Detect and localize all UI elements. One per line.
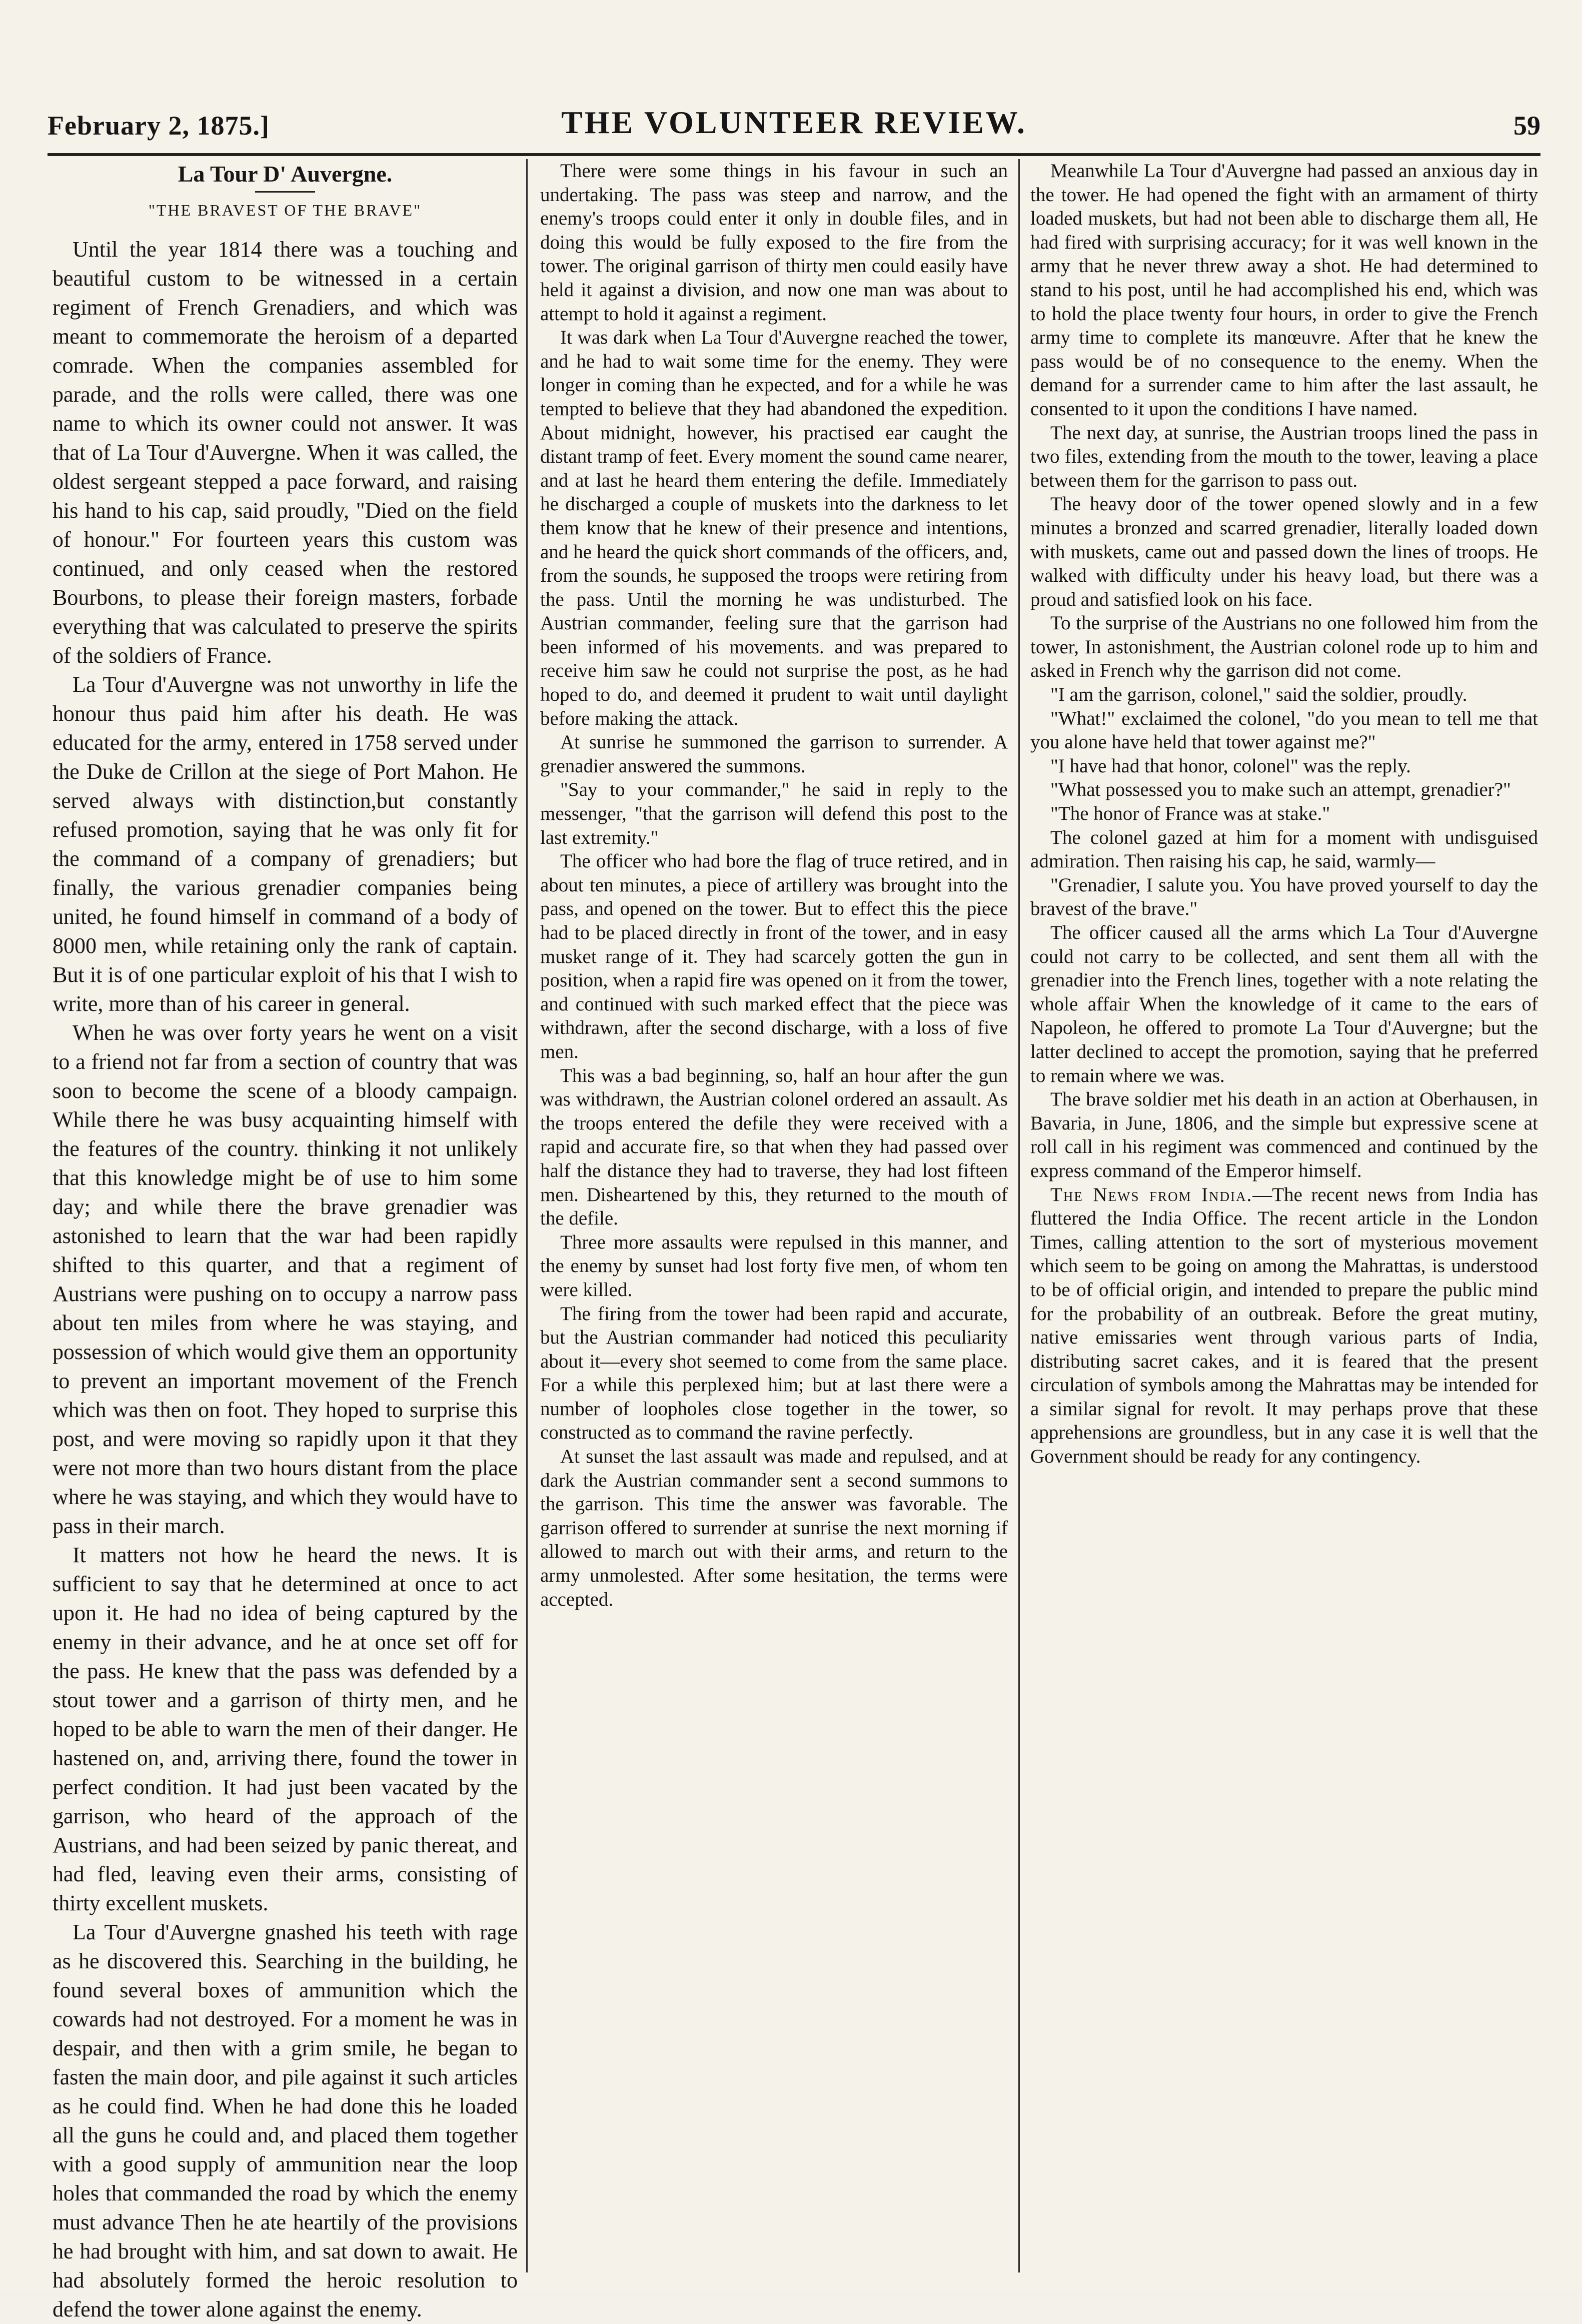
article-paragraph: "The honor of France was at stake." bbox=[1050, 803, 1330, 825]
article-paragraph: "Say to your commander," he said in reply to the messenger, "that the garrison will defend this post to the last extremity." bbox=[540, 779, 1008, 848]
article-paragraph: La Tour d'Auvergne was not unworthy in life the honour thus paid him after his death. He was educated for the army, entered in 1758 served under the Duke de Crillon at the siege of Port Mahon. He served always with distinction,but constantly refused promotion, saying that he was only fit for the command of a company of grenadiers; but finally, the various grenadier companies being united, he found himself in command of a body of 8000 men, while retaining only the rank of captain. But it is of one particular exploit of his that I wish to write, more than of his career in general. bbox=[53, 672, 518, 1016]
column-1 bbox=[53, 159, 518, 2322]
news-item-text: —The recent news from India has fluttered the India Office. The recent article in the London Times, calling attention to the sort of mysterious movement which seem to be going on among the Mahrattas, is understood to be of official origin, and intended to prepare the public mind for the probability of an outbreak. Before the great mutiny, native emissaries went through various parts of India, distributing sacret cakes, and it is feared that the present circulation of symbols among the Mahrattas may be intended for a similar signal for revolt. It may perhaps prove that these apprehensions are groundless, but in any case it is well that the Government should be ready for any contingency. bbox=[1030, 1184, 1538, 1468]
page-number: 59 bbox=[1513, 111, 1540, 141]
article-paragraph: La Tour d'Auvergne gnashed his teeth with rage as he discovered this. Searching in the building, he found several boxes of ammunition which the cowards had not destroyed. For a moment he was in despair, and then with a grim smile, he began to fasten the main door, and pile against it such articles as he could find. When he had done this he loaded all the guns he could and, and placed them together with a good supply of ammunition near the loop holes that commanded the road by which the enemy must advance Then he ate heartily of the provisions he had brought with him, and sat down to await. He had absolutely formed the heroic resolution to defend the tower alone against the enemy. bbox=[53, 1920, 518, 2322]
article-paragraph: The officer who had bore the flag of truce retired, and in about ten minutes, a piece of artillery was brought into the pass, and opened on the tower. But to effect this the piece had to be placed directly in front of the tower, and in easy musket range of it. They had scarcely gotten the gun in position, when a rapid fire was opened on it from the tower, and continued with such marked effect that the piece was withdrawn, after the second discharge, with a loss of five men. bbox=[540, 850, 1008, 1062]
article-paragraph: "Grenadier, I salute you. You have proved yourself to day the bravest of the brave." bbox=[1030, 874, 1538, 920]
article-paragraph: "What!" exclaimed the colonel, "do you mean to tell me that you alone have held that tower against me?" bbox=[1030, 707, 1538, 753]
article-paragraph: At sunrise he summoned the garrison to surrender. A grenadier answered the summons. bbox=[540, 731, 1008, 777]
article-paragraph: The next day, at sunrise, the Austrian troops lined the pass in two files, extending from the mouth to the tower, leaving a place between them for the garrison to pass out. bbox=[1030, 422, 1538, 491]
column-divider-1 bbox=[526, 159, 528, 2272]
masthead-title: THE VOLUNTEER REVIEW. bbox=[561, 105, 1027, 140]
article-subtitle: "THE BRAVEST OF THE BRAVE" bbox=[148, 201, 422, 219]
article-paragraph: At sunset the last assault was made and repulsed, and at dark the Austrian commander sent a second summons to the garrison. This time the answer was favorable. The garrison offered to surrender at sunrise the next morning if allowed to march out with their arms, and return to the army unmolested. After some hesitation, the terms were accepted. bbox=[540, 1446, 1008, 1610]
page-header bbox=[48, 104, 1540, 149]
article-paragraph: The heavy door of the tower opened slowly and in a few minutes a bronzed and scarred grenadier, literally loaded down with muskets, came out and passed down the lines of troops. He walked with difficulty under his heavy load, but there was a proud and satisfied look on his face. bbox=[1030, 493, 1538, 610]
article-paragraph: Meanwhile La Tour d'Auvergne had passed an anxious day in the tower. He had opened the fight with an armament of thirty loaded muskets, but had not been able to discharge them all, He had fired with surprising accuracy; for it was well known in the army that he never threw away a shot. He had determined to stand to his post, until he had accomplished his end, which was to hold the place twenty four hours, in order to give the French army time to complete its manœuvre. After that he knew the pass would be of no consequence to the enemy. When the demand for a surrender came to him after the last assault, he consented to it upon the conditions I have named. bbox=[1030, 160, 1538, 420]
article-paragraph: The colonel gazed at him for a moment with undisguised admiration. Then raising his cap, he said, warmly— bbox=[1030, 826, 1538, 872]
column-divider-2 bbox=[1018, 159, 1020, 2272]
column-2 bbox=[540, 159, 1008, 2272]
article-paragraph: Until the year 1814 there was a touching and beautiful custom to be witnessed in a certain regiment of French Grenadiers, and which was meant to commemorate the heroism of a departed comrade. When the companies assembled for parade, and the rolls were called, there was one name to which its owner could not answer. It was that of La Tour d'Auvergne. When it was called, the oldest sergeant stepped a pace forward, and raising his hand to his cap, said proudly, "Died on the field of honour." For fourteen years this custom was continued, and only ceased when the restored Bourbons, to please their foreign masters, forbade everything that was calculated to preserve the spirits of the soldiers of France. bbox=[53, 237, 518, 668]
issue-date: February 2, 1875.] bbox=[48, 111, 270, 141]
article-paragraph: "I am the garrison, colonel," said the soldier, proudly. bbox=[1050, 684, 1467, 706]
article-paragraph: This was a bad beginning, so, half an hour after the gun was withdrawn, the Austrian colonel ordered an assault. As the troops entered the defile they were received with a rapid and accurate fire, so that when they had passed over half the distance they had to traverse, they had lost fifteen men. Disheartened by this, they returned to the mouth of the defile. bbox=[540, 1064, 1008, 1230]
article-paragraph: To the surprise of the Austrians no one followed him from the tower, In astonishment, the Austrian colonel rode up to him and asked in French why the garrison did not come. bbox=[1030, 612, 1538, 682]
article-paragraph: The firing from the tower had been rapid and accurate, but the Austrian commander had noticed this peculiarity about it—every shot seemed to come from the same place. For a while this perplexed him; but at last there were a number of loopholes close together in the tower, so constructed as to command the ravine perfectly. bbox=[540, 1303, 1008, 1444]
article-paragraph: "What possessed you to make such an attempt, grenadier?" bbox=[1050, 779, 1511, 801]
article-paragraph: It matters not how he heard the news. It is sufficient to say that he determined at once to act upon it. He had no idea of being captured by the enemy in their advance, and he at once set off for the pass. He knew that the pass was defended by a stout tower and a garrison of thirty men, and he hoped to be able to warn the men of their danger. He hastened on, and, arriving there, found the tower in perfect condition. It had just been vacated by the garrison, who heard of the approach of the Austrians, and had been seized by panic thereat, and had fled, leaving even their arms, consisting of thirty excellent muskets. bbox=[53, 1543, 518, 1916]
title-rule bbox=[255, 191, 315, 193]
column-3 bbox=[1030, 159, 1538, 2272]
news-item-lead: The News from India. bbox=[1050, 1184, 1253, 1206]
news-item bbox=[1030, 1183, 1538, 1469]
article-paragraph: Three more assaults were repulsed in this manner, and the enemy by sunset had lost forty five men, of whom ten were killed. bbox=[540, 1231, 1008, 1301]
header-rule bbox=[48, 153, 1540, 156]
article-title: La Tour D' Auvergne. bbox=[178, 161, 393, 187]
article-paragraph: It was dark when La Tour d'Auvergne reached the tower, and he had to wait some time for the enemy. They were longer in coming than he expected, and for a while he was tempted to believe that they had abandoned the expedition. About midnight, however, his practised ear caught the distant tramp of feet. Every moment the sound came nearer, and at last he heard them entering the defile. Immediately he discharged a couple of muskets into the darkness to let them know that he knew of their presence and intentions, and he heard the quick short commands of the officers, and, from the sounds, he supposed the troops were retiring from the pass. Until the morning he was undisturbed. The Austrian commander, feeling sure that the garrison had been informed of his movements. and was prepared to receive him saw he could not surprise the post, as he had hoped to do, and deemed it prudent to wait until daylight before making the attack. bbox=[540, 327, 1008, 729]
article-paragraph: The officer caused all the arms which La Tour d'Auvergne could not carry to be collected, and sent them all with the grenadier into the French lines, together with a note relating the whole affair When the knowledge of it came to the ears of Napoleon, he offered to promote La Tour d'Auvergne; but the latter declined to accept the promotion, saying that he preferred to remain where we was. bbox=[1030, 922, 1538, 1086]
article-paragraph: The brave soldier met his death in an action at Oberhausen, in Bavaria, in June, 1806, and the simple but expressive scene at roll call in his regiment was commenced and continued by the express command of the Emperor himself. bbox=[1030, 1088, 1538, 1182]
article-paragraph: "I have had that honor, colonel" was the reply. bbox=[1050, 755, 1411, 777]
article-paragraph: When he was over forty years he went on a visit to a friend not far from a section of country that was soon to become the scene of a bloody campaign. While there he was busy acquainting himself with the features of the country. thinking it not unlikely that this knowledge might be of use to him some day; and while there the brave grenadier was astonished to learn that the war had been rapidly shifted to this quarter, and that a regiment of Austrians were pushing on to occupy a narrow pass about ten miles from where he was staying, and possession of which would give them an opportunity to prevent an important movement of the French which was then on foot. They hoped to surprise this post, and were moving so rapidly upon it that they were not more than two hours distant from the place where he was staying, and which they would have to pass in their march. bbox=[53, 1020, 518, 1539]
article-paragraph: There were some things in his favour in such an undertaking. The pass was steep and narrow, and the enemy's troops could enter it only in double files, and in doing this would be fully exposed to the fire from the tower. The original garrison of thirty men could easily have held it against a division, and now one man was about to attempt to hold it against a regiment. bbox=[540, 160, 1008, 325]
